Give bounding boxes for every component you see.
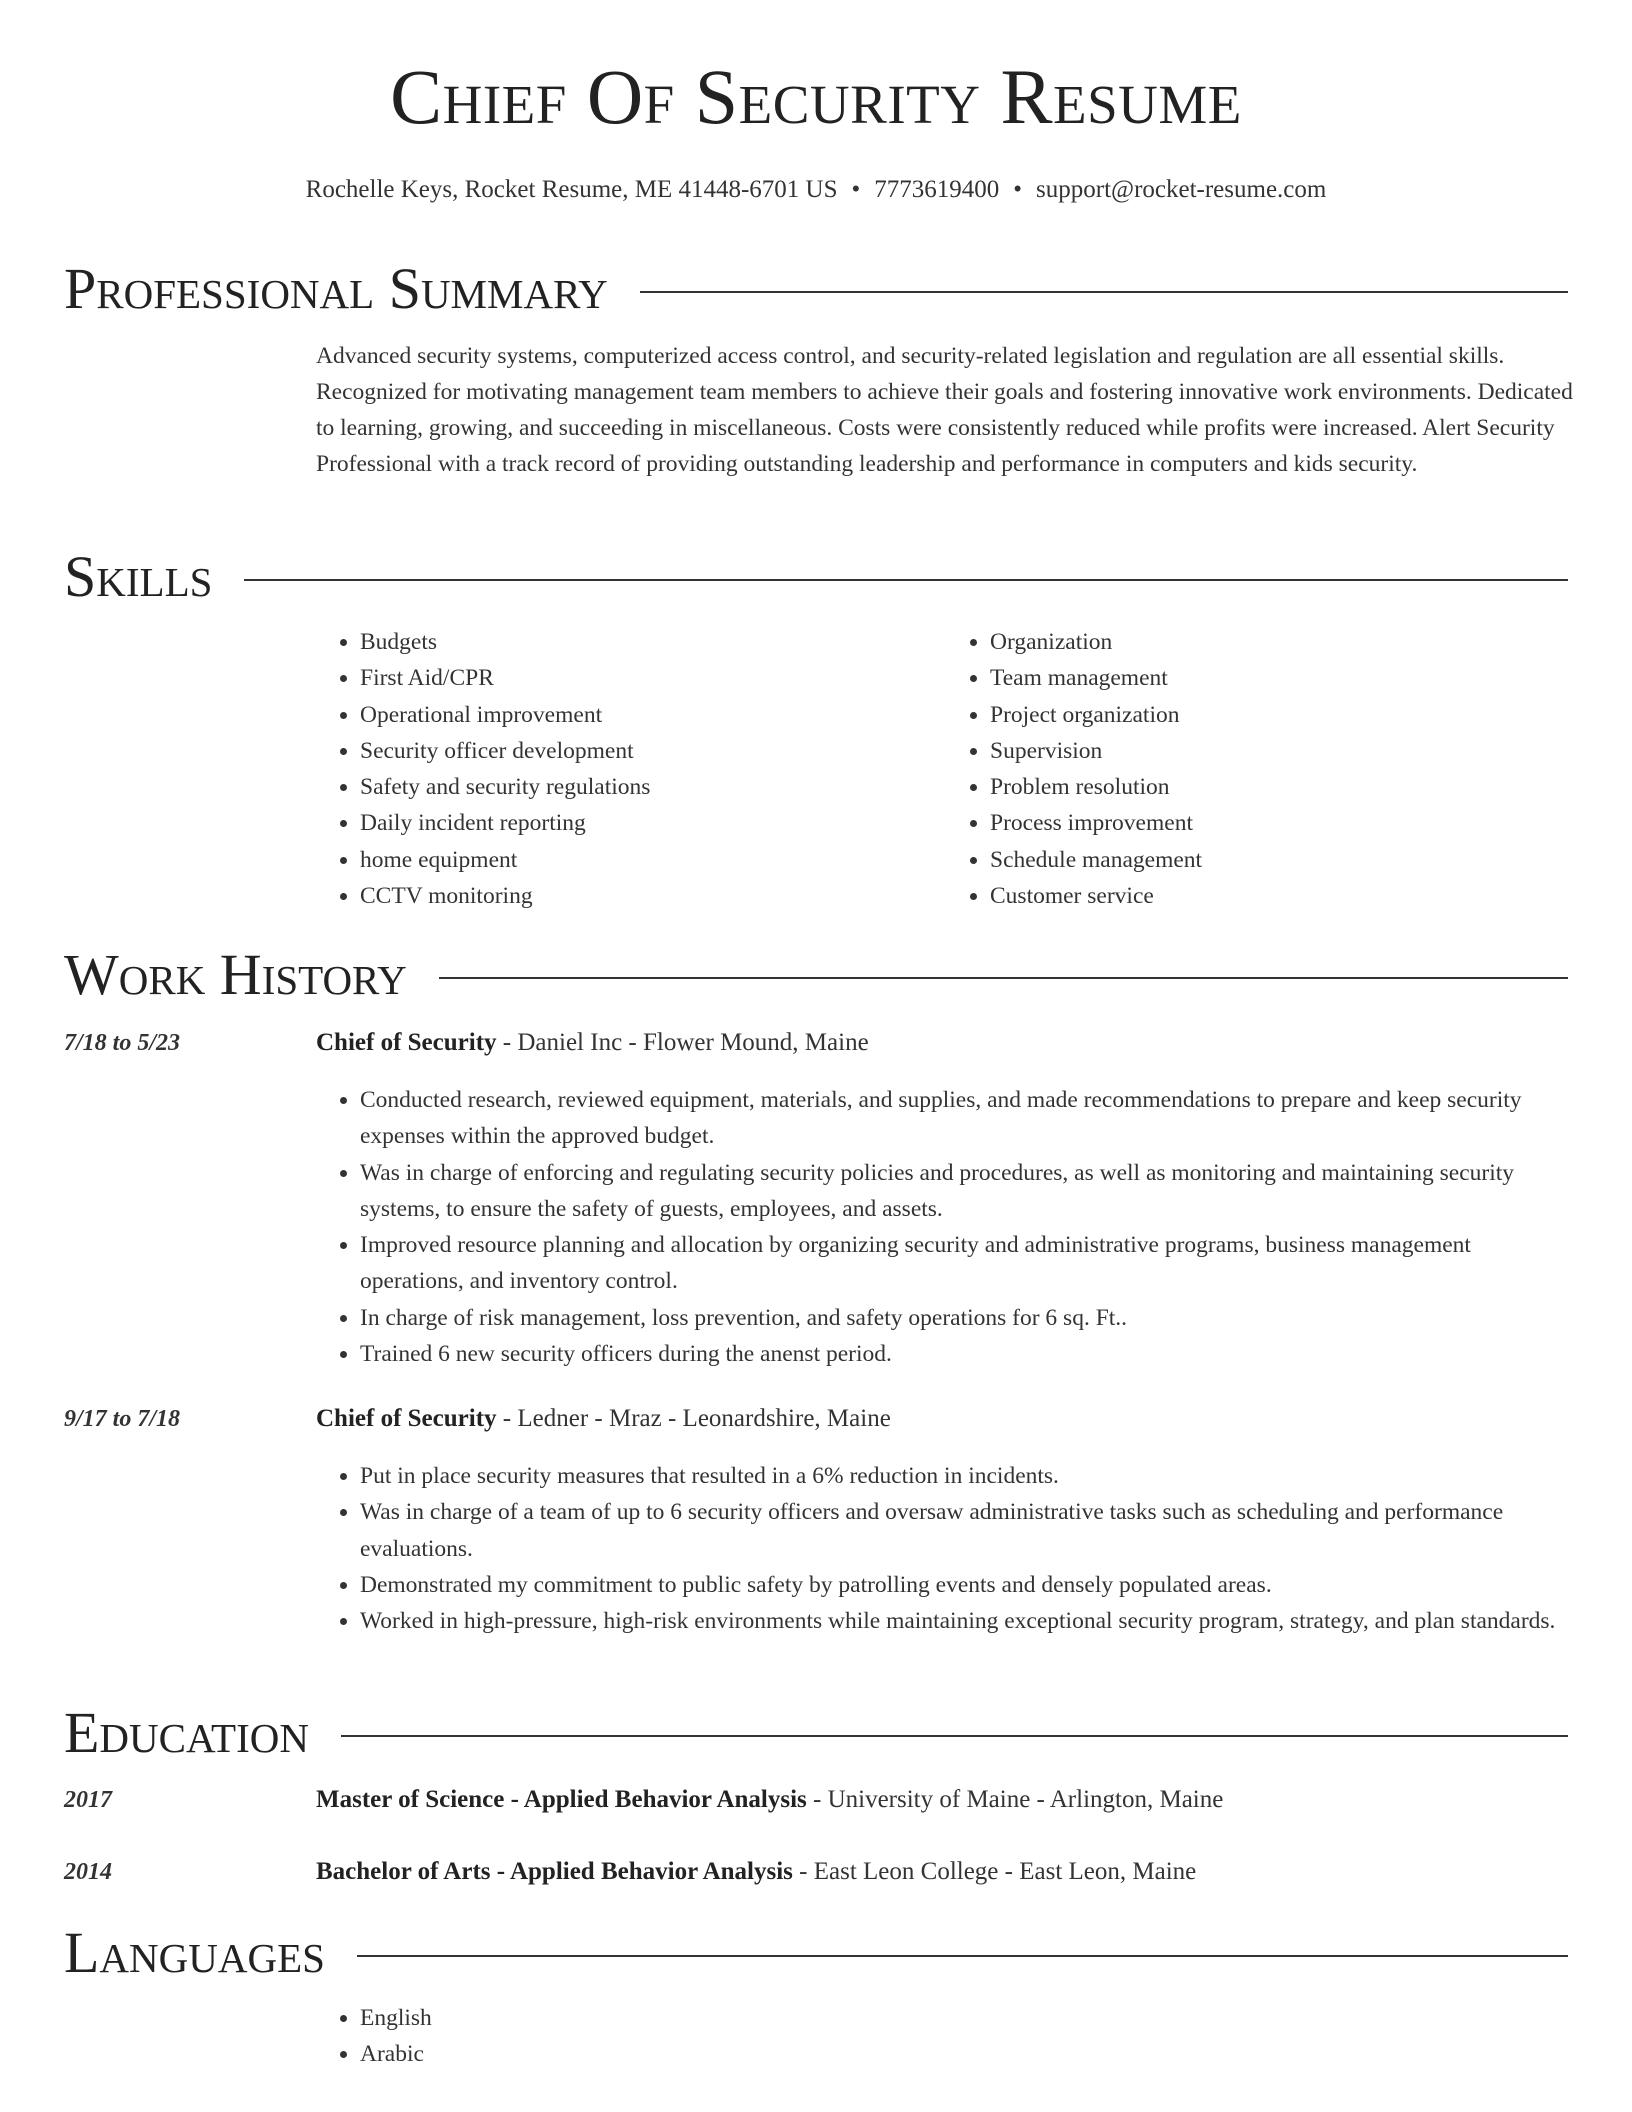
job-title: Chief of Security bbox=[316, 1029, 497, 1056]
language-item: • English bbox=[360, 2000, 1568, 2036]
skill-item: • Budgets bbox=[360, 624, 946, 660]
summary-section-header bbox=[64, 256, 1568, 321]
job-details: - Ledner - Mraz - Leonardshire, Maine bbox=[496, 1405, 891, 1432]
section-divider bbox=[439, 977, 1568, 979]
skill-item: • Operational improvement bbox=[360, 697, 946, 733]
skill-item: • Security officer development bbox=[360, 733, 946, 769]
job-bullet: • Was in charge of a team of up to 6 security officers and oversaw administrative tasks such as scheduling and performance evaluations. bbox=[360, 1494, 1568, 1567]
language-item: • Arabic bbox=[360, 2036, 1568, 2072]
section-heading: Work History bbox=[64, 942, 407, 1007]
education-section-header bbox=[64, 1700, 1568, 1765]
education-entry bbox=[316, 1858, 1196, 1886]
skill-item: • Team management bbox=[990, 660, 1576, 696]
skill-item: • Problem resolution bbox=[990, 769, 1576, 805]
skill-item: • First Aid/CPR bbox=[360, 660, 946, 696]
skills-list-right bbox=[946, 624, 1576, 914]
work-section-header bbox=[64, 942, 1568, 1007]
job-bullet: • Was in charge of enforcing and regulating security policies and procedures, as well as monitoring and maintaining security systems, to ensure the safety of guests, employees, and assets. bbox=[360, 1155, 1568, 1228]
skills-list-left bbox=[316, 624, 946, 914]
contact-line bbox=[0, 176, 1632, 204]
skill-item: • Safety and security regulations bbox=[360, 769, 946, 805]
resume-title: Chief Of Security Resume bbox=[390, 53, 1242, 140]
skill-item: • Supervision bbox=[990, 733, 1576, 769]
job-bullet: • In charge of risk management, loss prevention, and safety operations for 6 sq. Ft.. bbox=[360, 1300, 1568, 1336]
job-bullet: • Demonstrated my commitment to public safety by patrolling events and densely populated areas. bbox=[360, 1567, 1568, 1603]
skill-item: • Schedule management bbox=[990, 842, 1576, 878]
section-divider bbox=[341, 1735, 1568, 1737]
education-entry bbox=[316, 1786, 1223, 1814]
education-year: 2014 bbox=[64, 1859, 112, 1885]
contact-separator: • bbox=[851, 176, 861, 203]
languages-list bbox=[316, 2000, 1568, 2073]
job-bullet: • Trained 6 new security officers during the anenst period. bbox=[360, 1336, 1568, 1372]
job-details: - Daniel Inc - Flower Mound, Maine bbox=[496, 1029, 869, 1056]
contact-phone: 7773619400 bbox=[874, 176, 1000, 203]
job-dates: 9/17 to 7/18 bbox=[64, 1406, 181, 1432]
degree: Bachelor of Arts - Applied Behavior Analysis bbox=[316, 1858, 793, 1885]
school-details: - East Leon College - East Leon, Maine bbox=[792, 1858, 1197, 1885]
section-heading: Education bbox=[64, 1700, 309, 1765]
languages-section-header bbox=[64, 1920, 1568, 1985]
section-divider bbox=[640, 291, 1568, 293]
skill-item: • home equipment bbox=[360, 842, 946, 878]
skill-item: • CCTV monitoring bbox=[360, 878, 946, 914]
job-dates: 7/18 to 5/23 bbox=[64, 1030, 181, 1056]
contact-separator: • bbox=[1013, 176, 1023, 203]
section-heading: Skills bbox=[64, 544, 213, 609]
job-bullets bbox=[316, 1458, 1568, 1639]
job-bullet: • Conducted research, reviewed equipment, materials, and supplies, and made recommendations to prepare and keep security expenses within the approved budget. bbox=[360, 1082, 1568, 1155]
skill-item: • Daily incident reporting bbox=[360, 805, 946, 841]
contact-email: support@rocket-resume.com bbox=[1036, 176, 1327, 203]
section-divider bbox=[244, 579, 1568, 581]
section-divider bbox=[357, 1955, 1568, 1957]
skills-section-header bbox=[64, 544, 1568, 609]
job-heading bbox=[316, 1405, 891, 1433]
skill-item: • Process improvement bbox=[990, 805, 1576, 841]
job-bullet: • Put in place security measures that resulted in a 6% reduction in incidents. bbox=[360, 1458, 1568, 1494]
job-bullet: • Improved resource planning and allocation by organizing security and administrative programs, business management operations, and inventory control. bbox=[360, 1227, 1568, 1300]
contact-address: Rochelle Keys, Rocket Resume, ME 41448-6701 US bbox=[305, 176, 838, 203]
degree: Master of Science - Applied Behavior Analysis bbox=[316, 1786, 807, 1813]
education-year: 2017 bbox=[64, 1787, 112, 1813]
job-bullet: • Worked in high-pressure, high-risk environments while maintaining exceptional security program, strategy, and plan standards. bbox=[360, 1603, 1568, 1639]
skills-grid bbox=[316, 624, 1576, 914]
section-heading: Languages bbox=[64, 1920, 325, 1985]
school-details: - University of Maine - Arlington, Maine bbox=[806, 1786, 1224, 1813]
section-heading: Professional Summary bbox=[64, 256, 608, 321]
skill-item: • Customer service bbox=[990, 878, 1576, 914]
job-title: Chief of Security bbox=[316, 1405, 497, 1432]
skill-item: • Organization bbox=[990, 624, 1576, 660]
summary-text: Advanced security systems, computerized access control, and security-related legislation and regulation are all essential skills. Recognized for motivating management team members to achieve their goals and fostering innovative work environments. Dedicated to learning, growing, and succeeding in miscellaneous. Costs were consistently reduced while profits were increased. Alert Security Professional with a track record of providing outstanding leadership and performance in computers and kids security. bbox=[316, 343, 1573, 477]
skill-item: • Project organization bbox=[990, 697, 1576, 733]
job-bullets bbox=[316, 1082, 1568, 1372]
job-heading bbox=[316, 1029, 869, 1057]
